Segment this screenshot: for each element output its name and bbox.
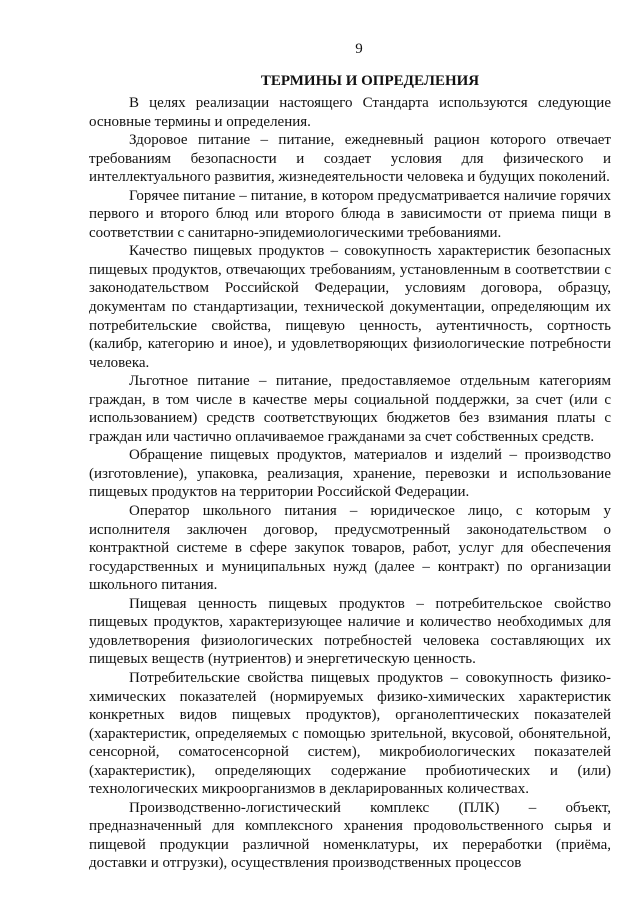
paragraph-nutritional-value: Пищевая ценность пищевых продуктов – потребительское свойство пищевых продуктов, характеризующее наличие и количество необходимых для удовлетворения физиологических потребностей человека составляющих их пищевых веществ (нутриентов) и энергетическую ценность. <box>89 595 611 668</box>
paragraph-school-meal-operator: Оператор школьного питания – юридическое лицо, с которым у исполнителя заключен договор, предусмотренный законодательством о контрактной системе в сфере закупок товаров, работ, услуг для обеспечения государственных и муниципальных нужд (далее – контракт) по организации школьного питания. <box>89 503 611 594</box>
paragraph-healthy-nutrition: Здоровое питание – питание, ежедневный рацион которого отвечает требованиям безопасности и создает условия для физического и интеллектуального развития, жизнедеятельности человека и будущих поколений. <box>89 132 611 186</box>
paragraph-hot-meals: Горячее питание – питание, в котором предусматривается наличие горячих первого и второго блюд или второго блюда в зависимости от приема пищи в соответствии с санитарно-эпидемиологическими требованиями. <box>89 187 611 241</box>
document-page <box>89 40 611 873</box>
page-number: 9 <box>355 41 363 57</box>
section-title: ТЕРМИНЫ И ОПРЕДЕЛЕНИЯ <box>260 73 480 89</box>
paragraph-food-circulation: Обращение пищевых продуктов, материалов и изделий – производство (изготовление), упаковка, реализация, хранение, перевозки и использование пищевых продуктов на территории Российской Федерации. <box>89 447 611 501</box>
paragraph-logistics-complex: Производственно-логистический комплекс (ПЛК) – объект, предназначенный для комплексного хранения продовольственного сырья и пищевой продукции различной номенклатуры, их переработки (приёма, доставки и отгрузки), осуществления производственных процессов <box>89 799 611 872</box>
paragraph-subsidized-meals: Льготное питание – питание, предоставляемое отдельным категориям граждан, в том числе в качестве меры социальной поддержки, за счет (или с использованием) средств соответствующих бюджетов без взимания платы с граждан или частично оплачиваемое гражданами за счет собственных средств. <box>89 373 611 445</box>
paragraph-consumer-properties: Потребительские свойства пищевых продуктов – совокупность физико-химических показателей (нормируемых физико-химических характеристик конкретных видов пищевых продуктов), органолептических показателей (характеристик, определяемых с помощью зрительной, вкусовой, обонятельной, сенсорной, соматосенсорной систем), микробиологических показателей (характеристик), определяющих содержание пробиотических и (или) технологических микроорганизмов в декларированных количествах. <box>89 669 611 798</box>
paragraph-food-quality: Качество пищевых продуктов – совокупность характеристик безопасных пищевых продуктов, отвечающих требованиям, установленным в соответствии с законодательством Российской Федерации, условиям договора, образцу, документам по стандартизации, технической документации, определяющим их потребительские свойства, пищевую ценность, аутентичность, сортность (калибр, категорию и иное), и удовлетворяющих физиологические потребности человека. <box>89 243 611 371</box>
paragraph-intro: В целях реализации настоящего Стандарта используются следующие основные термины и определения. <box>89 95 611 130</box>
